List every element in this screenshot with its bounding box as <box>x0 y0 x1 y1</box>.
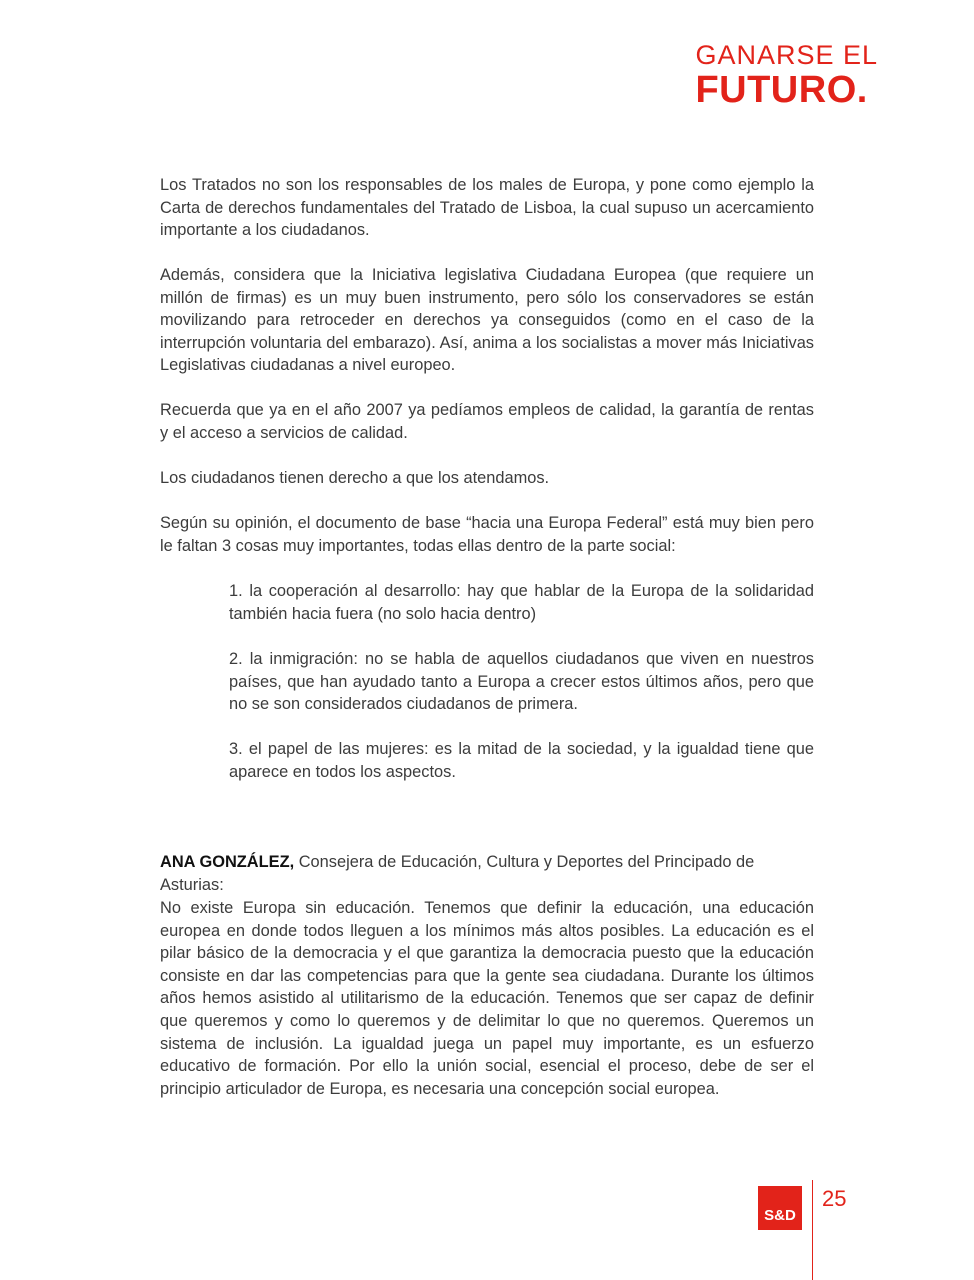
brand-line-1: GANARSE EL <box>695 40 878 70</box>
footer-divider <box>812 1180 813 1280</box>
speaker-name: ANA GONZÁLEZ, <box>160 853 295 871</box>
paragraph-3: Recuerda que ya en el año 2007 ya pedíamos empleos de calidad, la garantía de rentas y el acceso a servicios de calidad. <box>160 401 814 442</box>
speaker-role: Consejera de Educación, Cultura y Deportes del Principado de Asturias: <box>160 853 755 894</box>
list-item-3: 3. el papel de las mujeres: es la mitad de la sociedad, y la igualdad tiene que aparece en todos los aspectos. <box>229 740 814 781</box>
paragraph-1: Los Tratados no son los responsables de los males de Europa, y pone como ejemplo la Carta de derechos fundamentales del Tratado de Lisboa, la cual supuso un acercamiento importante a los ciudadanos. <box>160 176 814 240</box>
speaker-heading <box>160 851 814 896</box>
paragraph-5: Según su opinión, el documento de base “hacia una Europa Federal” está muy bien pero le faltan 3 cosas muy importantes, todas ellas dentro de la parte social: <box>160 514 814 555</box>
sd-logo: S&D <box>758 1186 802 1230</box>
paragraph-4: Los ciudadanos tienen derecho a que los atendamos. <box>160 469 550 487</box>
page-number: 25 <box>822 1186 847 1211</box>
brand-logo <box>695 42 878 109</box>
list-item-2: 2. la inmigración: no se habla de aquellos ciudadanos que viven en nuestros países, que han ayudado tanto a Europa a crecer estos últimos años, pero que no se son considerados ciudadanos de primera. <box>229 650 814 714</box>
list-item-1: 1. la cooperación al desarrollo: hay que hablar de la Europa de la solidaridad también hacia fuera (no solo hacia dentro) <box>229 582 814 623</box>
brand-line-2: FUTURO. <box>695 69 868 111</box>
paragraph-2: Además, considera que la Iniciativa legislativa Ciudadana Europea (que requiere un millón de firmas) es un muy buen instrumento, pero sólo los conservadores se están movilizando para retroceder en derechos ya conseguidos (como en el caso de la interrupción voluntaria del embarazo). Así, anima a los socialistas a mover más Iniciativas Legislativas ciudadanas a nivel europeo. <box>160 266 814 375</box>
speaker-paragraph: No existe Europa sin educación. Tenemos que definir la educación, una educación europea en donde todos lleguen a los mínimos más altos posibles. La educación es el pilar básico de la democracia y el que garantiza la democracia puesto que la educación consiste en dar las competencias para que la gente sea ciudadana. Durante los últimos años hemos asistido al utilitarismo de la educación. Tenemos que ser capaz de definir que queremos y como lo queremos y de delimitar lo que no queremos. Queremos un sistema de inclusión. La igualdad juega un papel muy importante, es un esfuerzo educativo de formación. Por ello la unión social, esencial el proceso, debe de ser el principio articulador de Europa, es necesaria una concepción social europea. <box>160 899 814 1098</box>
